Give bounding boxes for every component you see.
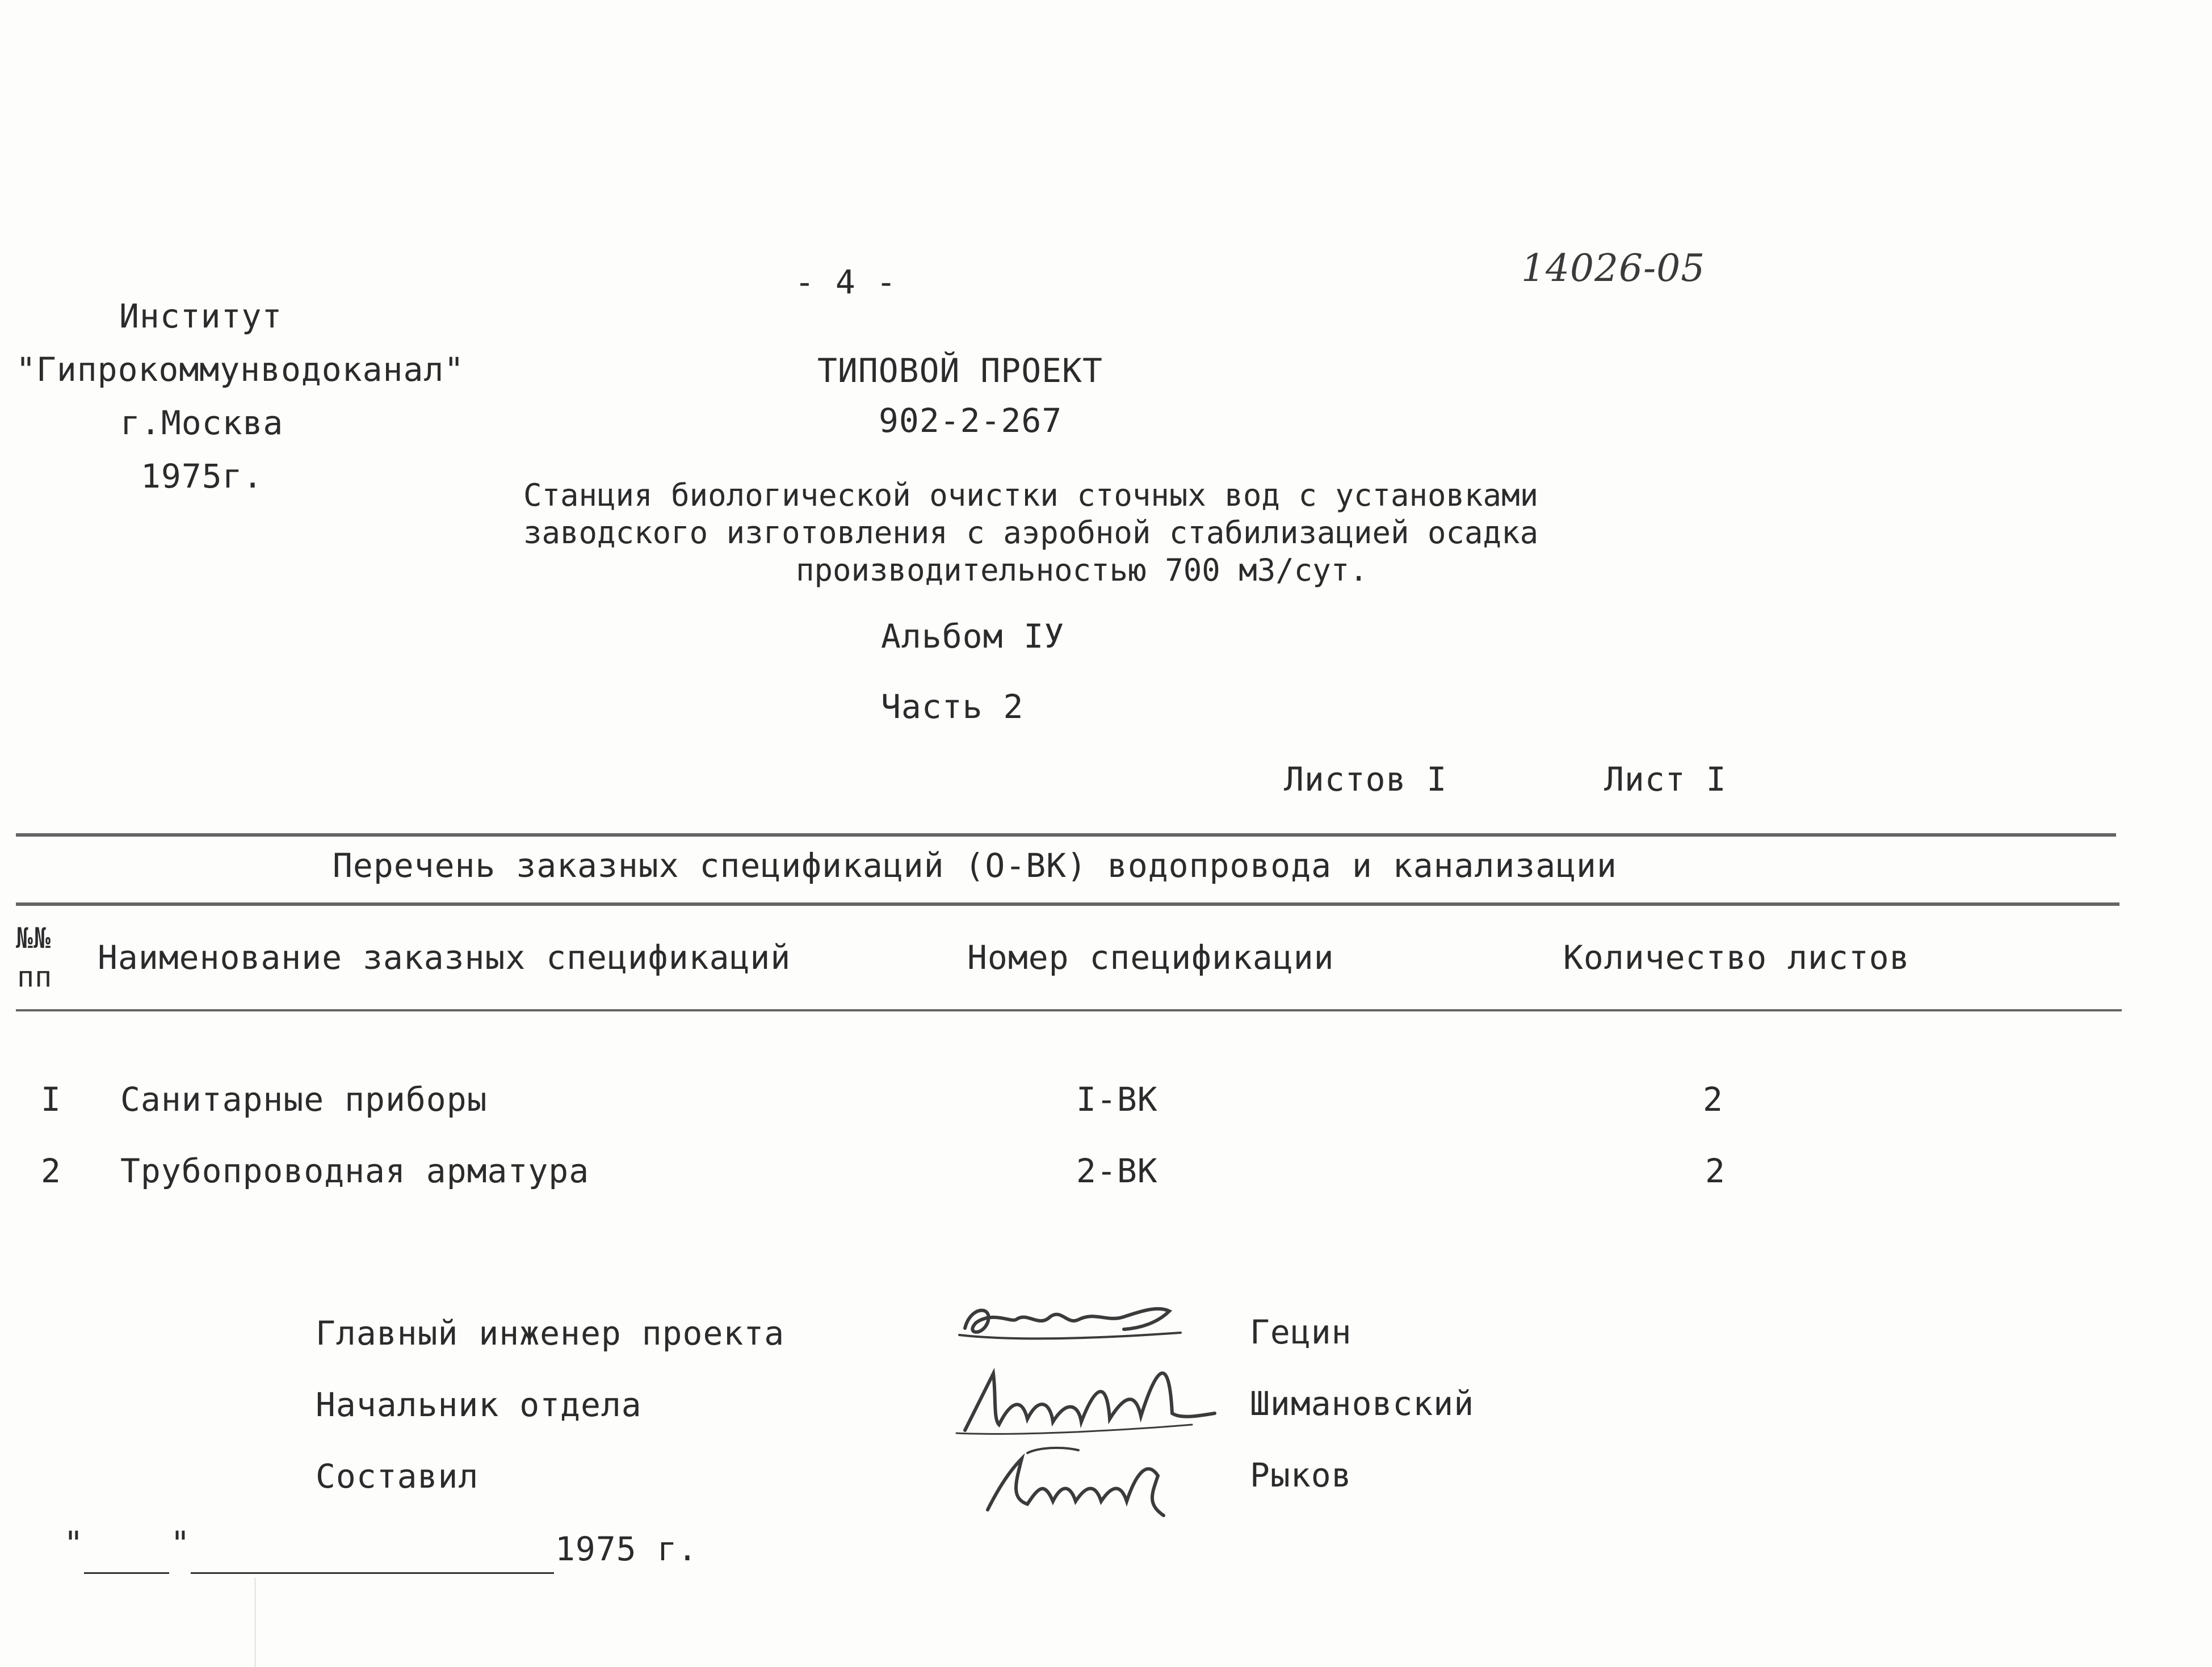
date-quote-close: " <box>170 1524 191 1563</box>
row1-name: Санитарные приборы <box>120 1080 488 1119</box>
header-spec-number: Номер спецификации <box>967 938 1334 977</box>
role-chief-engineer: Главный инженер проекта <box>316 1314 785 1353</box>
part: Часть 2 <box>881 687 1024 726</box>
name-department-head: Шимановский <box>1250 1384 1475 1423</box>
project-title-line3: производительностью 700 м3/сут. <box>796 552 1368 588</box>
header-num-line1: №№ <box>16 922 52 955</box>
date-day-blank <box>84 1572 169 1574</box>
row2-count: 2 <box>1705 1152 1726 1190</box>
year: 1975г. <box>141 457 263 496</box>
row2-num: 2 <box>41 1152 61 1190</box>
project-title-line1: Станция биологической очистки сточных вод с установками <box>523 477 1539 513</box>
date-month-blank <box>191 1572 554 1574</box>
scan-artifact <box>254 1578 256 1667</box>
institute-label: Институт <box>119 297 283 335</box>
header-sheet-count: Количество листов <box>1563 938 1910 977</box>
archive-number: 14026-05 <box>1521 246 1706 290</box>
city: г.Москва <box>120 404 284 442</box>
header-name: Наименование заказных спецификаций <box>98 938 791 977</box>
institute-name: "Гипрокоммунводоканал" <box>16 350 465 389</box>
project-number: 902-2-267 <box>879 401 1063 440</box>
header-num-line2: пп <box>17 960 53 993</box>
project-type: ТИПОВОЙ ПРОЕКТ <box>817 351 1103 390</box>
role-compiled-by: Составил <box>316 1457 479 1496</box>
name-chief-engineer: Гецин <box>1250 1313 1352 1351</box>
signature-compiled-by <box>976 1436 1215 1521</box>
row2-spec: 2-ВК <box>1076 1152 1158 1190</box>
caption-bottom-rule <box>16 902 2119 906</box>
name-compiled-by: Рыков <box>1250 1456 1352 1494</box>
row1-spec: I-ВК <box>1076 1080 1158 1119</box>
sheets-total: Листов I <box>1284 760 1447 799</box>
page-number: - 4 - <box>795 263 897 301</box>
sheet-number: Лист I <box>1604 760 1727 799</box>
table-top-rule <box>16 833 2116 837</box>
row1-count: 2 <box>1703 1080 1723 1119</box>
row2-name: Трубопроводная арматура <box>120 1152 590 1190</box>
project-title-line2: заводского изготовления с аэробной стабилизацией осадка <box>523 515 1539 551</box>
header-bottom-rule <box>16 1009 2122 1011</box>
role-department-head: Начальник отдела <box>316 1385 642 1424</box>
date-year: 1975 г. <box>555 1530 698 1568</box>
signature-chief-engineer <box>954 1288 1192 1351</box>
album: Альбом IУ <box>881 617 1065 656</box>
signature-department-head <box>954 1351 1220 1442</box>
row1-num: I <box>41 1080 61 1119</box>
table-caption: Перечень заказных спецификаций (О-ВК) водопровода и канализации <box>333 846 1617 885</box>
date-quote-open: " <box>64 1524 84 1563</box>
